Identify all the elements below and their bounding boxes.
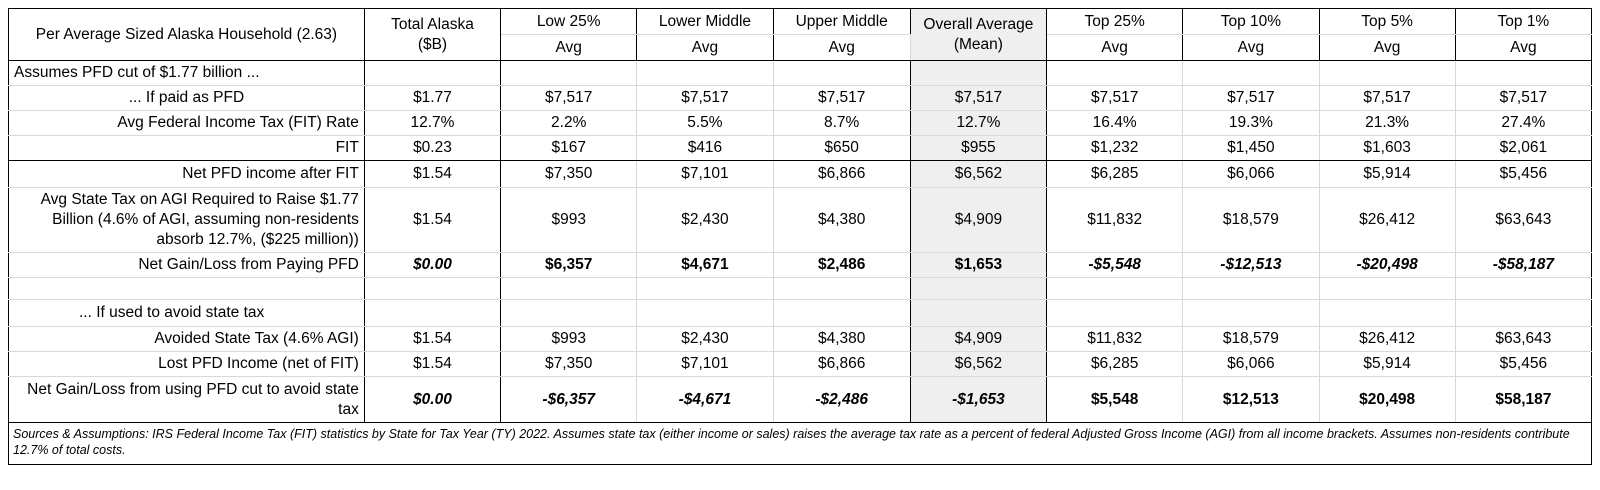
- value-cell: $2,486: [773, 253, 910, 278]
- value-cell: 21.3%: [1319, 111, 1455, 136]
- net-pfd-row: [9, 161, 1592, 188]
- spreadsheet: [8, 8, 1592, 465]
- value-cell: $993: [501, 327, 637, 352]
- avoid-header-label: ... If used to avoid state tax: [9, 300, 365, 327]
- header-avg: Avg: [773, 35, 910, 61]
- fit-rate-row: [9, 111, 1592, 136]
- value-cell: -$1,653: [910, 377, 1046, 423]
- total-cell: $0.00: [364, 253, 500, 278]
- header-row: [9, 9, 1592, 35]
- value-cell: $167: [501, 136, 637, 161]
- value-cell: -$2,486: [773, 377, 910, 423]
- value-cell: $11,832: [1047, 188, 1183, 253]
- value-cell: $4,909: [910, 188, 1046, 253]
- value-cell: -$20,498: [1319, 253, 1455, 278]
- header-avg: Avg: [1319, 35, 1455, 61]
- row-label: Net PFD income after FIT: [9, 161, 365, 188]
- value-cell: $6,562: [910, 161, 1046, 188]
- value-cell: $7,517: [1047, 86, 1183, 111]
- value-cell: $26,412: [1319, 188, 1455, 253]
- value-cell: 19.3%: [1183, 111, 1319, 136]
- header-avg: Avg: [1047, 35, 1183, 61]
- value-cell: $7,101: [637, 161, 773, 188]
- value-cell: $4,909: [910, 327, 1046, 352]
- value-cell: $7,350: [501, 161, 637, 188]
- value-cell: $5,456: [1455, 161, 1591, 188]
- value-cell: $5,914: [1319, 161, 1455, 188]
- row-label: Net Gain/Loss from Paying PFD: [9, 253, 365, 278]
- value-cell: $6,285: [1047, 161, 1183, 188]
- total-cell: $0.00: [364, 377, 500, 423]
- footnote-row: [9, 423, 1592, 465]
- value-cell: $7,517: [910, 86, 1046, 111]
- value-cell: $1,232: [1047, 136, 1183, 161]
- value-cell: $6,562: [910, 352, 1046, 377]
- value-cell: $6,066: [1183, 352, 1319, 377]
- net-gain-avoid-row: [9, 377, 1592, 423]
- value-cell: $5,548: [1047, 377, 1183, 423]
- fit-row: [9, 136, 1592, 161]
- value-cell: $63,643: [1455, 188, 1591, 253]
- header-avg: Avg: [1455, 35, 1591, 61]
- paid-as-pfd-row: [9, 86, 1592, 111]
- header-group: Upper Middle: [773, 9, 910, 35]
- header-avg: Avg: [501, 35, 637, 61]
- value-cell: 5.5%: [637, 111, 773, 136]
- header-group: Top 10%: [1183, 9, 1319, 35]
- header-group: Lower Middle: [637, 9, 773, 35]
- value-cell: $6,866: [773, 352, 910, 377]
- value-cell: $20,498: [1319, 377, 1455, 423]
- total-cell: $1.54: [364, 352, 500, 377]
- value-cell: $955: [910, 136, 1046, 161]
- row-label: Avg State Tax on AGI Required to Raise $1.77 Billion (4.6% of AGI, assuming non-residents absorb 12.7%, ($225 million)): [9, 188, 365, 253]
- value-cell: 16.4%: [1047, 111, 1183, 136]
- header-row-label: Per Average Sized Alaska Household (2.63): [9, 9, 365, 61]
- value-cell: $2,430: [637, 327, 773, 352]
- value-cell: $58,187: [1455, 377, 1591, 423]
- value-cell: $7,517: [637, 86, 773, 111]
- header-avg: Avg: [1183, 35, 1319, 61]
- value-cell: $5,914: [1319, 352, 1455, 377]
- value-cell: 8.7%: [773, 111, 910, 136]
- spacer-row: [9, 278, 1592, 300]
- value-cell: $1,653: [910, 253, 1046, 278]
- value-cell: $7,517: [1455, 86, 1591, 111]
- value-cell: -$4,671: [637, 377, 773, 423]
- value-cell: $4,671: [637, 253, 773, 278]
- footnote: Sources & Assumptions: IRS Federal Income Tax (FIT) statistics by State for Tax Year (TY) 2022. Assumes state tax (either income or sales) raises the average tax rate as a percent of federal Adjusted Gross Income (AGI) from all income brackets. Assumes non-residents contribute 12.7% of total costs.: [9, 423, 1592, 465]
- value-cell: $12,513: [1183, 377, 1319, 423]
- pfd-table: [8, 8, 1592, 465]
- value-cell: $7,350: [501, 352, 637, 377]
- value-cell: $993: [501, 188, 637, 253]
- value-cell: $7,101: [637, 352, 773, 377]
- total-cell: 12.7%: [364, 111, 500, 136]
- avoided-row: [9, 327, 1592, 352]
- header-group: Top 5%: [1319, 9, 1455, 35]
- assumes-label: Assumes PFD cut of $1.77 billion ...: [9, 61, 365, 86]
- value-cell: -$5,548: [1047, 253, 1183, 278]
- row-label: Lost PFD Income (net of FIT): [9, 352, 365, 377]
- value-cell: $5,456: [1455, 352, 1591, 377]
- value-cell: $7,517: [1319, 86, 1455, 111]
- value-cell: $1,450: [1183, 136, 1319, 161]
- value-cell: $6,066: [1183, 161, 1319, 188]
- net-gain-pfd-row: [9, 253, 1592, 278]
- assumes-row: [9, 61, 1592, 86]
- state-tax-row: [9, 188, 1592, 253]
- value-cell: $1,603: [1319, 136, 1455, 161]
- value-cell: $650: [773, 136, 910, 161]
- value-cell: $26,412: [1319, 327, 1455, 352]
- row-label: Avoided State Tax (4.6% AGI): [9, 327, 365, 352]
- value-cell: $4,380: [773, 188, 910, 253]
- row-label: ... If paid as PFD: [9, 86, 365, 111]
- value-cell: 12.7%: [910, 111, 1046, 136]
- value-cell: $2,430: [637, 188, 773, 253]
- total-cell: $1.54: [364, 327, 500, 352]
- total-cell: $0.23: [364, 136, 500, 161]
- total-cell: $1.77: [364, 86, 500, 111]
- value-cell: $7,517: [773, 86, 910, 111]
- value-cell: $6,866: [773, 161, 910, 188]
- value-cell: $18,579: [1183, 188, 1319, 253]
- header-group: Top 25%: [1047, 9, 1183, 35]
- value-cell: $7,517: [1183, 86, 1319, 111]
- value-cell: $18,579: [1183, 327, 1319, 352]
- value-cell: $6,285: [1047, 352, 1183, 377]
- value-cell: $4,380: [773, 327, 910, 352]
- row-label: Net Gain/Loss from using PFD cut to avoid state tax: [9, 377, 365, 423]
- avoid-header-row: [9, 300, 1592, 327]
- total-cell: $1.54: [364, 188, 500, 253]
- value-cell: $416: [637, 136, 773, 161]
- value-cell: -$6,357: [501, 377, 637, 423]
- header-group: Low 25%: [501, 9, 637, 35]
- header-group: Top 1%: [1455, 9, 1591, 35]
- row-label: FIT: [9, 136, 365, 161]
- value-cell: -$58,187: [1455, 253, 1591, 278]
- header-overall-average: Overall Average (Mean): [910, 9, 1046, 61]
- value-cell: $7,517: [501, 86, 637, 111]
- value-cell: 2.2%: [501, 111, 637, 136]
- value-cell: $6,357: [501, 253, 637, 278]
- header-avg: Avg: [637, 35, 773, 61]
- value-cell: $11,832: [1047, 327, 1183, 352]
- total-cell: $1.54: [364, 161, 500, 188]
- value-cell: $2,061: [1455, 136, 1591, 161]
- value-cell: -$12,513: [1183, 253, 1319, 278]
- value-cell: $63,643: [1455, 327, 1591, 352]
- header-total-alaska: Total Alaska ($B): [364, 9, 500, 61]
- lost-pfd-row: [9, 352, 1592, 377]
- row-label: Avg Federal Income Tax (FIT) Rate: [9, 111, 365, 136]
- value-cell: 27.4%: [1455, 111, 1591, 136]
